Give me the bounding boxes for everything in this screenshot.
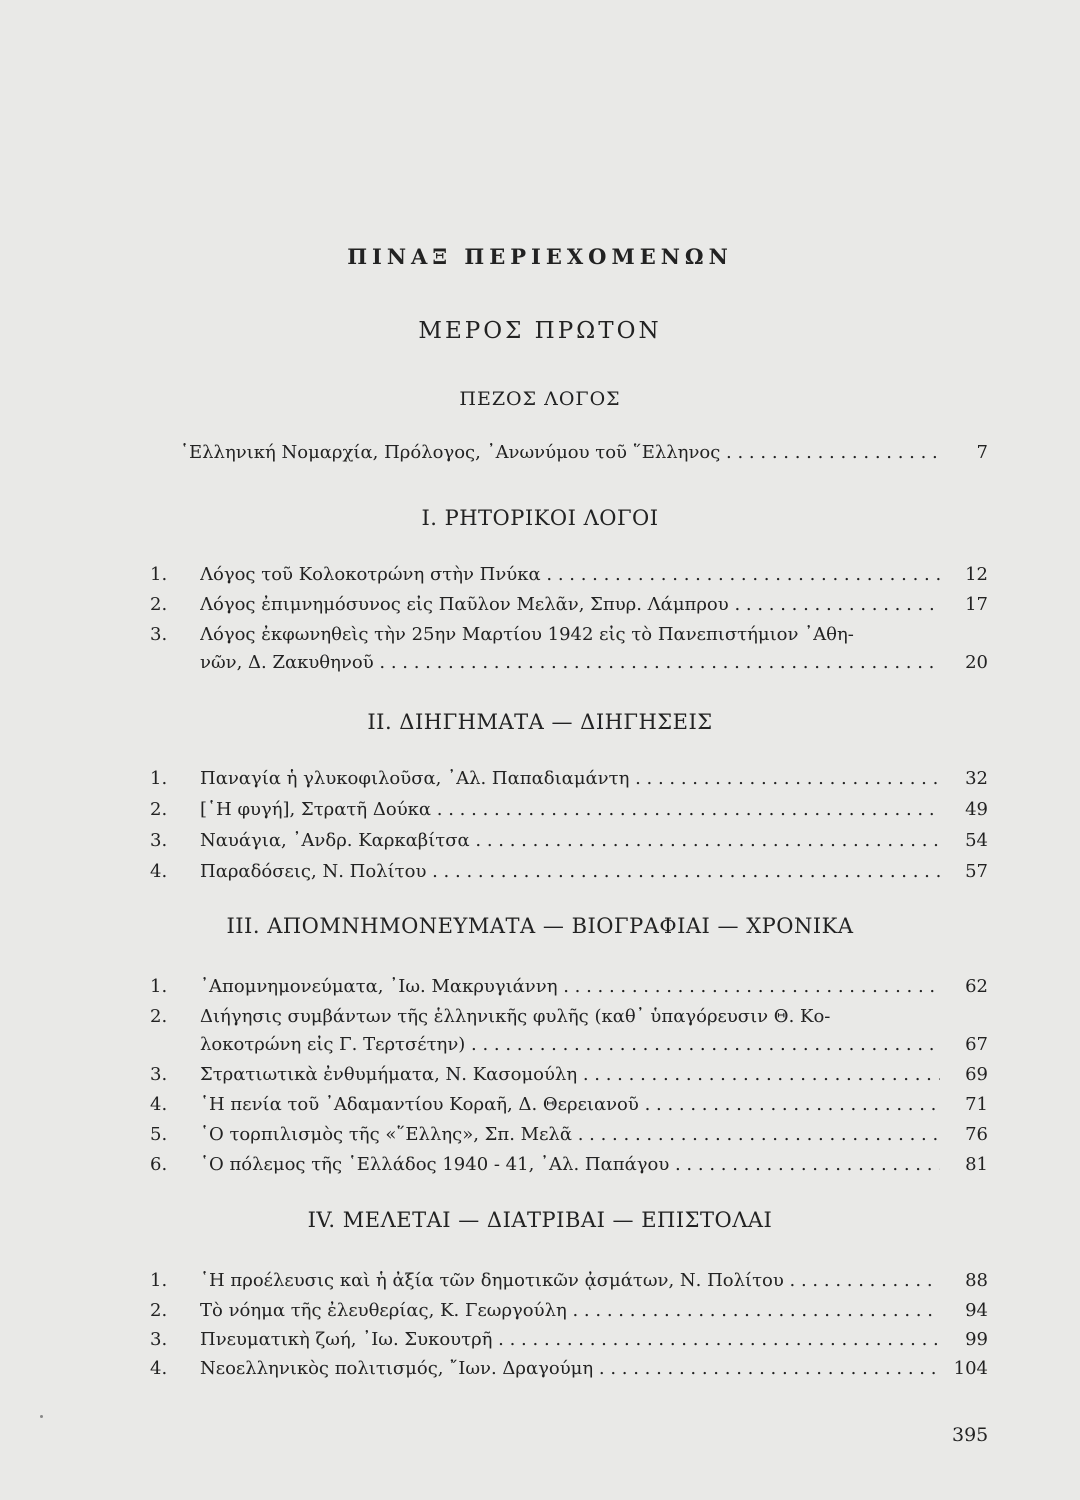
- toc-entry-continued: [150, 1032, 988, 1062]
- entry-text: Στρατιωτικὰ ἐνθυμήματα, Ν. Κασομούλη . . .: [200, 1062, 940, 1088]
- entry-page: 99: [965, 1329, 988, 1350]
- section-heading: II. ΔΙΗΓΗΜΑΤΑ — ΔΙΗΓΗΣΕΙΣ: [367, 710, 713, 734]
- paper-speck: [40, 1415, 43, 1418]
- entry-text: Λόγος ἐπιμνημόσυνος εἰς Παῦλον Μελᾶν, Σπυρ. Λάμπρου . . .: [200, 592, 940, 618]
- toc-entry: [150, 1004, 988, 1034]
- toc-entry: [150, 1327, 988, 1357]
- entry-page: 57: [965, 861, 988, 882]
- toc-entry: [150, 859, 988, 889]
- toc-entry-continued: [150, 650, 988, 680]
- entry-text: λοκοτρώνη εἰς Γ. Τερτσέτην) . . .: [200, 1032, 940, 1058]
- toc-entry: [150, 828, 988, 858]
- toc-entry: [150, 1092, 988, 1122]
- entry-number: 4.: [150, 1358, 168, 1379]
- page-number: 395: [952, 1424, 989, 1446]
- entry-page: 62: [965, 976, 988, 997]
- section-heading: III. ΑΠΟΜΝΗΜΟΝΕΥΜΑΤΑ — ΒΙΟΓΡΑΦΙΑΙ — ΧΡΟΝΙΚΑ: [226, 914, 854, 938]
- entry-number: 1.: [150, 976, 168, 997]
- entry-page: 7: [976, 442, 988, 463]
- entry-page: 81: [965, 1154, 988, 1175]
- entry-page: 20: [965, 652, 988, 673]
- entry-number: 3.: [150, 830, 168, 851]
- entry-page: 12: [965, 564, 988, 585]
- entry-text: Λόγος ἐκφωνηθεὶς τὴν 25ην Μαρτίου 1942 εἰς τὸ Πανεπιστήμιον ᾿Αθη-: [200, 624, 854, 645]
- entry-page: 104: [953, 1358, 988, 1379]
- toc-entry: [150, 1122, 988, 1152]
- part-heading: ΜΕΡΟΣ ΠΡΩΤΟΝ: [418, 318, 662, 344]
- toc-entry: [150, 1062, 988, 1092]
- entry-text: Τὸ νόημα τῆς ἐλευθερίας, Κ. Γεωργούλη . . .: [200, 1298, 940, 1324]
- entry-text: Ναυάγια, ᾿Ανδρ. Καρκαβίτσα . . .: [200, 828, 940, 854]
- entry-number: 1.: [150, 564, 168, 585]
- toc-entry: [150, 797, 988, 827]
- toc-entry: [150, 592, 988, 622]
- entry-page: 71: [965, 1094, 988, 1115]
- section-heading: I. ΡΗΤΟΡΙΚΟΙ ΛΟΓΟΙ: [421, 506, 659, 530]
- intro-entry: [150, 440, 988, 470]
- entry-page: 54: [965, 830, 988, 851]
- entry-page: 32: [965, 768, 988, 789]
- entry-number: 4.: [150, 861, 168, 882]
- entry-text: ᾿Απομνημονεύματα, ᾿Ιω. Μακρυγιάννη . . .: [200, 974, 940, 1000]
- entry-number: 3.: [150, 1329, 168, 1350]
- entry-text: Παναγία ἡ γλυκοφιλοῦσα, ᾿Αλ. Παπαδιαμάντη . . .: [200, 766, 940, 792]
- toc-entry: [150, 1268, 988, 1298]
- entry-page: 17: [965, 594, 988, 615]
- entry-number: 6.: [150, 1154, 168, 1175]
- subtitle-heading: ΠΕΖΟΣ ΛΟΓΟΣ: [459, 388, 621, 410]
- entry-page: 67: [965, 1034, 988, 1055]
- toc-entry: [150, 974, 988, 1004]
- entry-number: 1.: [150, 1270, 168, 1291]
- section-heading: IV. ΜΕΛΕΤΑΙ — ΔΙΑΤΡΙΒΑΙ — ΕΠΙΣΤΟΛΑΙ: [307, 1208, 773, 1232]
- entry-page: 69: [965, 1064, 988, 1085]
- entry-number: 1.: [150, 768, 168, 789]
- entry-text: Πνευματικὴ ζωή, ᾿Ιω. Συκουτρῆ . . .: [200, 1327, 940, 1353]
- toc-entry: [150, 1298, 988, 1328]
- entry-text: ῾Ο τορπιλισμὸς τῆς «῞Ελλης», Σπ. Μελᾶ . . .: [200, 1122, 940, 1148]
- entry-number: 4.: [150, 1094, 168, 1115]
- entry-number: 3.: [150, 1064, 168, 1085]
- entry-text: [῾Η φυγή], Στρατῆ Δούκα . . .: [200, 797, 940, 823]
- entry-text: ῾Ο πόλεμος τῆς ῾Ελλάδος 1940 - 41, ᾿Αλ. Παπάγου . . .: [200, 1152, 940, 1178]
- entry-number: 2.: [150, 1006, 168, 1027]
- entry-number: 2.: [150, 1300, 168, 1321]
- toc-title: ΠΙΝΑΞ ΠΕΡΙΕΧΟΜΕΝΩΝ: [347, 244, 733, 269]
- entry-text: νῶν, Δ. Ζακυθηνοῦ . . .: [200, 650, 940, 676]
- toc-entry: [150, 1152, 988, 1182]
- entry-page: 88: [965, 1270, 988, 1291]
- entry-text: Διήγησις συμβάντων τῆς ἑλληνικῆς φυλῆς (καθ᾿ ὑπαγόρευσιν Θ. Κο-: [200, 1006, 831, 1027]
- toc-entry: [150, 622, 988, 652]
- entry-text: ῾Η προέλευσις καὶ ἡ ἀξία τῶν δημοτικῶν ᾀσμάτων, Ν. Πολίτου . . .: [200, 1268, 940, 1294]
- entry-text: Νεοελληνικὸς πολιτισμός, ῎Ιων. Δραγούμη . . .: [200, 1356, 940, 1382]
- entry-number: 3.: [150, 624, 168, 645]
- entry-text: ῾Ελληνική Νομαρχία, Πρόλογος, ᾿Ανωνύμου τοῦ ῞Ελληνος . . .: [180, 440, 940, 466]
- entry-text: ῾Η πενία τοῦ ᾿Αδαμαντίου Κοραῆ, Δ. Θερειανοῦ . . .: [200, 1092, 940, 1118]
- entry-number: 2.: [150, 594, 168, 615]
- entry-page: 94: [965, 1300, 988, 1321]
- entry-number: 2.: [150, 799, 168, 820]
- toc-entry: [150, 766, 988, 796]
- entry-text: Λόγος τοῦ Κολοκοτρώνη στὴν Πνύκα . . .: [200, 562, 940, 588]
- toc-entry: [150, 562, 988, 592]
- entry-number: 5.: [150, 1124, 168, 1145]
- entry-page: 76: [965, 1124, 988, 1145]
- entry-text: Παραδόσεις, Ν. Πολίτου . . .: [200, 859, 940, 885]
- entry-page: 49: [965, 799, 988, 820]
- toc-entry: [150, 1356, 988, 1386]
